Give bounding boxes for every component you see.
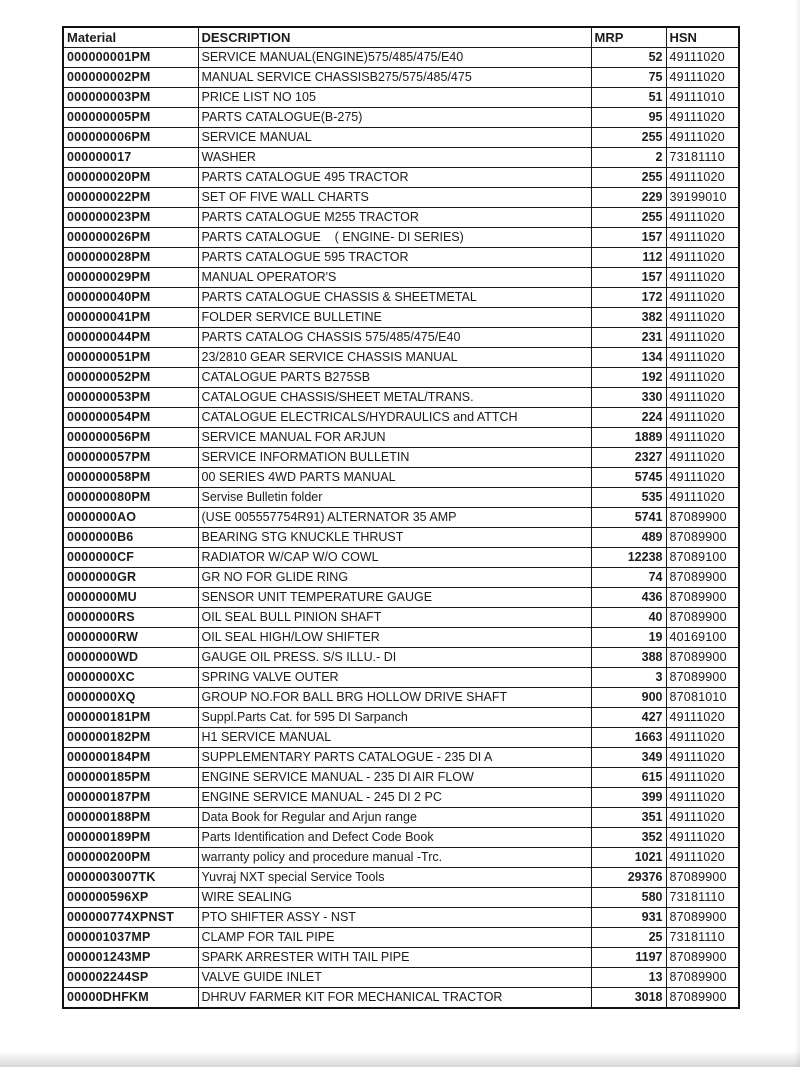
mrp-cell: 5741 — [591, 508, 666, 528]
description-cell: Suppl.Parts Cat. for 595 DI Sarpanch — [198, 708, 591, 728]
hsn-cell: 49111020 — [666, 728, 739, 748]
table-row — [63, 348, 739, 368]
material-cell: 000000002PM — [63, 68, 198, 88]
mrp-cell: 255 — [591, 168, 666, 188]
table-row — [63, 68, 739, 88]
material-cell: 000000054PM — [63, 408, 198, 428]
material-cell: 0000000MU — [63, 588, 198, 608]
description-cell: ENGINE SERVICE MANUAL - 245 DI 2 PC — [198, 788, 591, 808]
description-cell: PARTS CATALOGUE 495 TRACTOR — [198, 168, 591, 188]
description-cell: CLAMP FOR TAIL PIPE — [198, 928, 591, 948]
table-row — [63, 468, 739, 488]
description-cell: MANUAL SERVICE CHASSISB275/575/485/475 — [198, 68, 591, 88]
mrp-cell: 2 — [591, 148, 666, 168]
hsn-cell: 40169100 — [666, 628, 739, 648]
hsn-cell: 49111020 — [666, 448, 739, 468]
description-cell: PARTS CATALOGUE CHASSIS & SHEETMETAL — [198, 288, 591, 308]
description-cell: RADIATOR W/CAP W/O COWL — [198, 548, 591, 568]
hsn-cell: 87089900 — [666, 868, 739, 888]
mrp-cell: 427 — [591, 708, 666, 728]
material-cell: 0000000WD — [63, 648, 198, 668]
header-row — [63, 27, 739, 48]
mrp-cell: 52 — [591, 48, 666, 68]
hsn-cell: 87089900 — [666, 568, 739, 588]
description-cell: CATALOGUE ELECTRICALS/HYDRAULICS and ATTCH — [198, 408, 591, 428]
column-header-mrp: MRP — [591, 27, 666, 48]
table-row — [63, 148, 739, 168]
mrp-cell: 1663 — [591, 728, 666, 748]
hsn-cell: 49111020 — [666, 368, 739, 388]
hsn-cell: 49111020 — [666, 828, 739, 848]
table-row — [63, 568, 739, 588]
description-cell: OIL SEAL HIGH/LOW SHIFTER — [198, 628, 591, 648]
material-cell: 0000000XQ — [63, 688, 198, 708]
table-row — [63, 428, 739, 448]
material-cell: 000000080PM — [63, 488, 198, 508]
table-row — [63, 308, 739, 328]
hsn-cell: 87089900 — [666, 608, 739, 628]
hsn-cell: 49111020 — [666, 68, 739, 88]
table-row — [63, 908, 739, 928]
material-cell: 000000187PM — [63, 788, 198, 808]
material-cell: 0000000RS — [63, 608, 198, 628]
table-row — [63, 928, 739, 948]
mrp-cell: 3018 — [591, 988, 666, 1009]
table-row — [63, 328, 739, 348]
material-cell: 000000040PM — [63, 288, 198, 308]
mrp-cell: 13 — [591, 968, 666, 988]
description-cell: GROUP NO.FOR BALL BRG HOLLOW DRIVE SHAFT — [198, 688, 591, 708]
table-row — [63, 288, 739, 308]
mrp-cell: 2327 — [591, 448, 666, 468]
mrp-cell: 229 — [591, 188, 666, 208]
price-list-table — [62, 26, 740, 1009]
material-cell: 000000058PM — [63, 468, 198, 488]
mrp-cell: 95 — [591, 108, 666, 128]
material-cell: 000000005PM — [63, 108, 198, 128]
description-cell: Parts Identification and Defect Code Book — [198, 828, 591, 848]
description-cell: FOLDER SERVICE BULLETINE — [198, 308, 591, 328]
description-cell: CATALOGUE CHASSIS/SHEET METAL/TRANS. — [198, 388, 591, 408]
hsn-cell: 73181110 — [666, 928, 739, 948]
mrp-cell: 399 — [591, 788, 666, 808]
hsn-cell: 87089900 — [666, 508, 739, 528]
hsn-cell: 49111020 — [666, 288, 739, 308]
description-cell: SERVICE MANUAL(ENGINE)575/485/475/E40 — [198, 48, 591, 68]
hsn-cell: 87089900 — [666, 988, 739, 1009]
material-cell: 0000000AO — [63, 508, 198, 528]
material-cell: 000000056PM — [63, 428, 198, 448]
description-cell: SERVICE MANUAL — [198, 128, 591, 148]
table-row — [63, 188, 739, 208]
material-cell: 00000DHFKM — [63, 988, 198, 1009]
table-row — [63, 808, 739, 828]
table-row — [63, 888, 739, 908]
column-header-description: DESCRIPTION — [198, 27, 591, 48]
table-row — [63, 488, 739, 508]
material-cell: 000000026PM — [63, 228, 198, 248]
material-cell: 000000022PM — [63, 188, 198, 208]
hsn-cell: 87089900 — [666, 528, 739, 548]
mrp-cell: 931 — [591, 908, 666, 928]
description-cell: H1 SERVICE MANUAL — [198, 728, 591, 748]
mrp-cell: 224 — [591, 408, 666, 428]
hsn-cell: 87089900 — [666, 648, 739, 668]
column-header-hsn: HSN — [666, 27, 739, 48]
hsn-cell: 49111020 — [666, 708, 739, 728]
hsn-cell: 49111020 — [666, 328, 739, 348]
table-row — [63, 368, 739, 388]
hsn-cell: 49111020 — [666, 208, 739, 228]
material-cell: 0000000B6 — [63, 528, 198, 548]
description-cell: Data Book for Regular and Arjun range — [198, 808, 591, 828]
scan-edge-shadow-right — [794, 0, 800, 1067]
table-row — [63, 828, 739, 848]
material-cell: 000000188PM — [63, 808, 198, 828]
table-row — [63, 48, 739, 68]
description-cell: OIL SEAL BULL PINION SHAFT — [198, 608, 591, 628]
mrp-cell: 535 — [591, 488, 666, 508]
hsn-cell: 49111020 — [666, 228, 739, 248]
description-cell: ENGINE SERVICE MANUAL - 235 DI AIR FLOW — [198, 768, 591, 788]
hsn-cell: 49111020 — [666, 468, 739, 488]
material-cell: 000000200PM — [63, 848, 198, 868]
table-row — [63, 708, 739, 728]
table-row — [63, 608, 739, 628]
description-cell: SPRING VALVE OUTER — [198, 668, 591, 688]
mrp-cell: 192 — [591, 368, 666, 388]
hsn-cell: 49111020 — [666, 128, 739, 148]
description-cell: PARTS CATALOG CHASSIS 575/485/475/E40 — [198, 328, 591, 348]
material-cell: 000000029PM — [63, 268, 198, 288]
mrp-cell: 351 — [591, 808, 666, 828]
hsn-cell: 87081010 — [666, 688, 739, 708]
material-cell: 000000044PM — [63, 328, 198, 348]
material-cell: 000000052PM — [63, 368, 198, 388]
material-cell: 0000003007TK — [63, 868, 198, 888]
mrp-cell: 900 — [591, 688, 666, 708]
description-cell: warranty policy and procedure manual -Trc. — [198, 848, 591, 868]
material-cell: 000000053PM — [63, 388, 198, 408]
material-cell: 000000596XP — [63, 888, 198, 908]
description-cell: GR NO FOR GLIDE RING — [198, 568, 591, 588]
mrp-cell: 352 — [591, 828, 666, 848]
table-row — [63, 788, 739, 808]
material-cell: 000000184PM — [63, 748, 198, 768]
material-cell: 000000189PM — [63, 828, 198, 848]
description-cell: PTO SHIFTER ASSY - NST — [198, 908, 591, 928]
description-cell: SERVICE MANUAL FOR ARJUN — [198, 428, 591, 448]
hsn-cell: 49111020 — [666, 268, 739, 288]
table-row — [63, 208, 739, 228]
material-cell: 000000023PM — [63, 208, 198, 228]
hsn-cell: 73181110 — [666, 888, 739, 908]
hsn-cell: 49111020 — [666, 168, 739, 188]
material-cell: 000000051PM — [63, 348, 198, 368]
mrp-cell: 255 — [591, 208, 666, 228]
mrp-cell: 330 — [591, 388, 666, 408]
table-row — [63, 508, 739, 528]
material-cell: 0000000CF — [63, 548, 198, 568]
table-row — [63, 388, 739, 408]
hsn-cell: 87089900 — [666, 908, 739, 928]
table-row — [63, 948, 739, 968]
table-row — [63, 728, 739, 748]
table-row — [63, 448, 739, 468]
mrp-cell: 580 — [591, 888, 666, 908]
table-row — [63, 588, 739, 608]
mrp-cell: 5745 — [591, 468, 666, 488]
table-row — [63, 748, 739, 768]
mrp-cell: 231 — [591, 328, 666, 348]
table-row — [63, 988, 739, 1009]
mrp-cell: 40 — [591, 608, 666, 628]
mrp-cell: 19 — [591, 628, 666, 648]
mrp-cell: 75 — [591, 68, 666, 88]
hsn-cell: 49111020 — [666, 48, 739, 68]
material-cell: 000000057PM — [63, 448, 198, 468]
mrp-cell: 134 — [591, 348, 666, 368]
hsn-cell: 49111020 — [666, 388, 739, 408]
table-row — [63, 108, 739, 128]
hsn-cell: 87089900 — [666, 968, 739, 988]
mrp-cell: 157 — [591, 268, 666, 288]
hsn-cell: 49111020 — [666, 808, 739, 828]
hsn-cell: 49111020 — [666, 248, 739, 268]
table-header — [63, 27, 739, 48]
description-cell: Servise Bulletin folder — [198, 488, 591, 508]
material-cell: 000001037MP — [63, 928, 198, 948]
description-cell: DHRUV FARMER KIT FOR MECHANICAL TRACTOR — [198, 988, 591, 1009]
description-cell: VALVE GUIDE INLET — [198, 968, 591, 988]
table-row — [63, 648, 739, 668]
description-cell: MANUAL OPERATOR'S — [198, 268, 591, 288]
mrp-cell: 349 — [591, 748, 666, 768]
table-row — [63, 88, 739, 108]
mrp-cell: 1021 — [591, 848, 666, 868]
hsn-cell: 87089900 — [666, 588, 739, 608]
description-cell: PRICE LIST NO 105 — [198, 88, 591, 108]
table-row — [63, 688, 739, 708]
material-cell: 000000006PM — [63, 128, 198, 148]
mrp-cell: 74 — [591, 568, 666, 588]
description-cell: PARTS CATALOGUE(B-275) — [198, 108, 591, 128]
mrp-cell: 157 — [591, 228, 666, 248]
hsn-cell: 49111020 — [666, 488, 739, 508]
material-cell: 000000774XPNST — [63, 908, 198, 928]
hsn-cell: 49111020 — [666, 848, 739, 868]
hsn-cell: 49111020 — [666, 108, 739, 128]
mrp-cell: 112 — [591, 248, 666, 268]
material-cell: 000000028PM — [63, 248, 198, 268]
table-row — [63, 528, 739, 548]
mrp-cell: 25 — [591, 928, 666, 948]
mrp-cell: 29376 — [591, 868, 666, 888]
table-row — [63, 768, 739, 788]
table-row — [63, 408, 739, 428]
table-row — [63, 548, 739, 568]
table-row — [63, 168, 739, 188]
hsn-cell: 49111020 — [666, 408, 739, 428]
hsn-cell: 39199010 — [666, 188, 739, 208]
table-row — [63, 268, 739, 288]
mrp-cell: 489 — [591, 528, 666, 548]
hsn-cell: 49111020 — [666, 348, 739, 368]
material-cell: 000002244SP — [63, 968, 198, 988]
column-header-material: Material — [63, 27, 198, 48]
table-row — [63, 668, 739, 688]
material-cell: 000000181PM — [63, 708, 198, 728]
table-row — [63, 968, 739, 988]
description-cell: WIRE SEALING — [198, 888, 591, 908]
table-body — [63, 48, 739, 1009]
description-cell: PARTS CATALOGUE M255 TRACTOR — [198, 208, 591, 228]
hsn-cell: 49111020 — [666, 428, 739, 448]
hsn-cell: 87089100 — [666, 548, 739, 568]
hsn-cell: 49111020 — [666, 768, 739, 788]
mrp-cell: 172 — [591, 288, 666, 308]
mrp-cell: 382 — [591, 308, 666, 328]
mrp-cell: 3 — [591, 668, 666, 688]
table-row — [63, 128, 739, 148]
description-cell: Yuvraj NXT special Service Tools — [198, 868, 591, 888]
mrp-cell: 255 — [591, 128, 666, 148]
material-cell: 000000185PM — [63, 768, 198, 788]
mrp-cell: 1889 — [591, 428, 666, 448]
hsn-cell: 87089900 — [666, 948, 739, 968]
hsn-cell: 73181110 — [666, 148, 739, 168]
table-row — [63, 628, 739, 648]
description-cell: CATALOGUE PARTS B275SB — [198, 368, 591, 388]
description-cell: PARTS CATALOGUE 595 TRACTOR — [198, 248, 591, 268]
description-cell: 00 SERIES 4WD PARTS MANUAL — [198, 468, 591, 488]
description-cell: BEARING STG KNUCKLE THRUST — [198, 528, 591, 548]
description-cell: GAUGE OIL PRESS. S/S ILLU.- DI — [198, 648, 591, 668]
description-cell: SPARK ARRESTER WITH TAIL PIPE — [198, 948, 591, 968]
mrp-cell: 436 — [591, 588, 666, 608]
material-cell: 000000001PM — [63, 48, 198, 68]
hsn-cell: 49111020 — [666, 788, 739, 808]
mrp-cell: 51 — [591, 88, 666, 108]
material-cell: 000000017 — [63, 148, 198, 168]
table-row — [63, 228, 739, 248]
material-cell: 000000003PM — [63, 88, 198, 108]
material-cell: 000000020PM — [63, 168, 198, 188]
table-row — [63, 868, 739, 888]
hsn-cell: 49111020 — [666, 308, 739, 328]
material-cell: 000000041PM — [63, 308, 198, 328]
description-cell: SUPPLEMENTARY PARTS CATALOGUE - 235 DI A — [198, 748, 591, 768]
mrp-cell: 388 — [591, 648, 666, 668]
hsn-cell: 87089900 — [666, 668, 739, 688]
description-cell: SENSOR UNIT TEMPERATURE GAUGE — [198, 588, 591, 608]
mrp-cell: 615 — [591, 768, 666, 788]
table-row — [63, 248, 739, 268]
description-cell: 23/2810 GEAR SERVICE CHASSIS MANUAL — [198, 348, 591, 368]
description-cell: PARTS CATALOGUE ( ENGINE- DI SERIES) — [198, 228, 591, 248]
mrp-cell: 12238 — [591, 548, 666, 568]
material-cell: 000000182PM — [63, 728, 198, 748]
material-cell: 0000000GR — [63, 568, 198, 588]
scan-edge-shadow-bottom — [0, 1051, 800, 1067]
description-cell: SET OF FIVE WALL CHARTS — [198, 188, 591, 208]
material-cell: 000001243MP — [63, 948, 198, 968]
description-cell: (USE 005557754R91) ALTERNATOR 35 AMP — [198, 508, 591, 528]
hsn-cell: 49111010 — [666, 88, 739, 108]
description-cell: SERVICE INFORMATION BULLETIN — [198, 448, 591, 468]
material-cell: 0000000XC — [63, 668, 198, 688]
table-row — [63, 848, 739, 868]
mrp-cell: 1197 — [591, 948, 666, 968]
hsn-cell: 49111020 — [666, 748, 739, 768]
description-cell: WASHER — [198, 148, 591, 168]
material-cell: 0000000RW — [63, 628, 198, 648]
